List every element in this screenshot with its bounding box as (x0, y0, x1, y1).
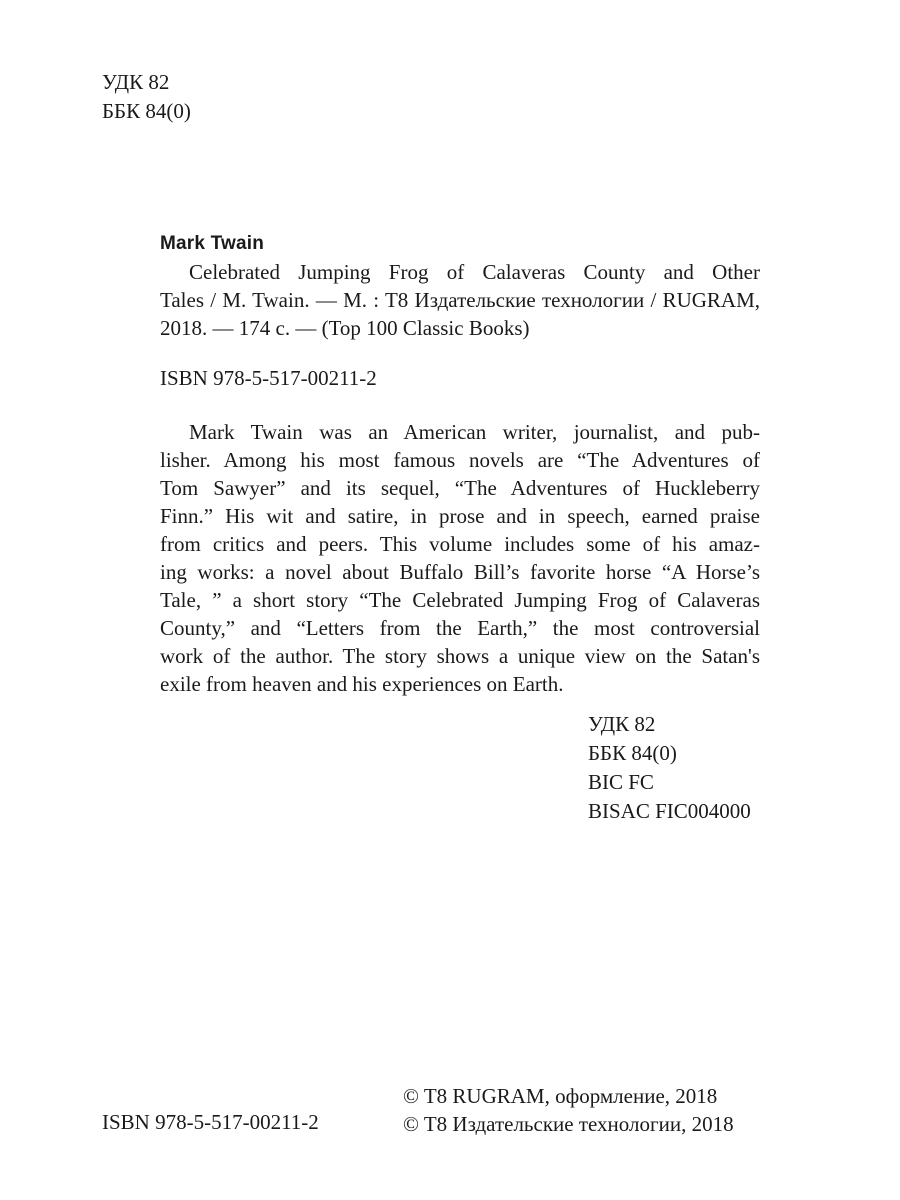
annotation-line: exile from heaven and his experiences on Earth. (160, 672, 564, 696)
isbn-footer: ISBN 978-5-517-00211-2 (102, 1110, 319, 1134)
annotation-line: Finn.” His wit and satire, in prose and in speech, earned praise (160, 504, 760, 528)
udk-code: УДК 82 (102, 70, 170, 94)
annotation-line: Tom Sawyer” and its sequel, “The Adventures of Huckleberry (160, 476, 760, 500)
bbk-code: ББК 84(0) (588, 741, 677, 765)
isbn-entry: ISBN 978-5-517-00211-2 (160, 366, 377, 390)
annotation-line: from critics and peers. This volume includes some of his amaz- (160, 532, 760, 556)
entry-line-2: Tales / M. Twain. — M. : T8 Издательские технологии / RUGRAM, (160, 288, 760, 312)
top-classification-codes (102, 68, 191, 126)
copyright-publisher: © T8 Издательские технологии, 2018 (403, 1112, 734, 1136)
annotation-line: County,” and “Letters from the Earth,” the most controversial (160, 616, 760, 640)
annotation-line: Mark Twain was an American writer, journalist, and pub- (189, 420, 760, 444)
annotation-line: work of the author. The story shows a unique view on the Satan's (160, 644, 760, 668)
annotation-paragraph (160, 418, 760, 698)
author-name: Mark Twain (160, 233, 265, 254)
udk-code: УДК 82 (588, 712, 656, 736)
copyright-design: © T8 RUGRAM, оформление, 2018 (403, 1084, 718, 1108)
entry-line-3: 2018. — 174 c. — (Top 100 Classic Books) (160, 316, 530, 340)
annotation-line: Tale, ” a short story “The Celebrated Jumping Frog of Calaveras (160, 588, 760, 612)
bibliographic-entry (160, 230, 760, 342)
annotation-line: ing works: a novel about Buffalo Bill’s favorite horse “A Horse’s (160, 560, 760, 584)
right-classification-codes (588, 710, 751, 826)
annotation-line: lisher. Among his most famous novels are “The Adventures of (160, 448, 760, 472)
bisac-code: BISAC FIC004000 (588, 799, 751, 823)
entry-line-1: Celebrated Jumping Frog of Calaveras County and Other (189, 260, 760, 284)
copyright-notices (403, 1082, 734, 1138)
bbk-code: ББК 84(0) (102, 99, 191, 123)
bic-code: BIC FC (588, 770, 654, 794)
